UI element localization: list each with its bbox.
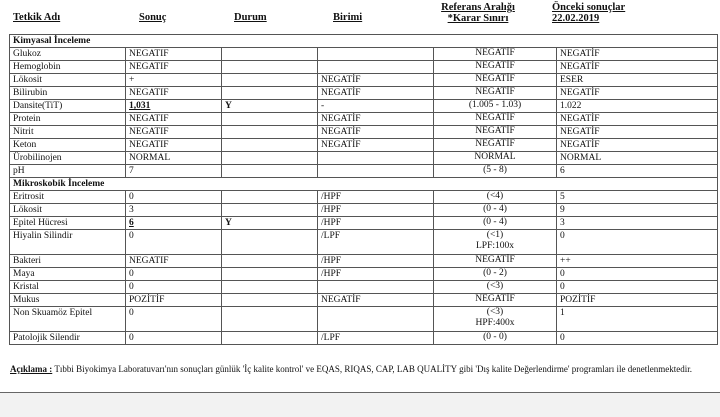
cell-previous: NORMAL (557, 152, 718, 165)
table-row (10, 332, 718, 345)
cell-status (222, 294, 318, 307)
cell-result: NORMAL (126, 152, 222, 165)
cell-unit: - (318, 100, 434, 113)
table-row (10, 139, 718, 152)
cell-test-name: Kristal (10, 281, 126, 294)
cell-result: 0 (126, 268, 222, 281)
reference-value: (<4) (486, 191, 504, 201)
cell-unit: NEGATİF (318, 113, 434, 126)
results-table (9, 34, 718, 345)
cell-result: NEGATIF (126, 139, 222, 152)
reference-magnification: HPF:400x (475, 318, 515, 328)
reference-value: NEGATİF (475, 113, 515, 123)
cell-previous: 9 (557, 204, 718, 217)
cell-result: 0 (126, 281, 222, 294)
cell-reference (434, 307, 557, 332)
cell-result: 1,031 (126, 100, 222, 113)
cell-previous: NEGATİF (557, 87, 718, 100)
cell-unit (318, 152, 434, 165)
cell-result: 6 (126, 217, 222, 230)
cell-unit: /HPF (318, 191, 434, 204)
cell-unit (318, 307, 434, 332)
reference-value: NEGATİF (475, 61, 515, 71)
cell-status (222, 204, 318, 217)
cell-test-name: Epitel Hücresi (10, 217, 126, 230)
table-header (0, 0, 720, 34)
cell-previous: 6 (557, 165, 718, 178)
reference-value: (0 - 0) (483, 332, 507, 342)
section-chemical (10, 35, 718, 48)
cell-result: 7 (126, 165, 222, 178)
cell-test-name: Bilirubin (10, 87, 126, 100)
reference-value: NEGATİF (475, 48, 515, 58)
reference-magnification: LPF:100x (475, 241, 514, 251)
reference-value: (0 - 2) (483, 268, 507, 278)
header-test-name: Tetkik Adı (13, 12, 61, 23)
cell-result: 0 (126, 230, 222, 255)
cell-status (222, 48, 318, 61)
cell-result: NEGATIF (126, 126, 222, 139)
cell-test-name: Maya (10, 268, 126, 281)
cell-reference (434, 87, 557, 100)
table-row (10, 113, 718, 126)
cell-test-name: Lökosit (10, 204, 126, 217)
cell-unit: /HPF (318, 217, 434, 230)
reference-value: NEGATİF (475, 87, 515, 97)
footer-note (10, 364, 718, 375)
header-reference-line1: Referans Aralığı (441, 2, 515, 13)
header-previous-date: 22.02.2019 (552, 13, 600, 24)
section-microscopic (10, 178, 718, 191)
cell-previous: 0 (557, 268, 718, 281)
cell-result: NEGATIF (126, 255, 222, 268)
cell-result: NEGATIF (126, 48, 222, 61)
cell-status (222, 191, 318, 204)
table-row (10, 268, 718, 281)
cell-test-name: Non Skuamöz Epitel (10, 307, 126, 332)
page-bottom-area (0, 393, 720, 417)
cell-status (222, 74, 318, 87)
table-row (10, 74, 718, 87)
cell-test-name: Patolojik Silendir (10, 332, 126, 345)
cell-previous: NEGATİF (557, 113, 718, 126)
cell-unit: /HPF (318, 268, 434, 281)
cell-previous: 0 (557, 332, 718, 345)
cell-unit (318, 281, 434, 294)
cell-previous: ESER (557, 74, 718, 87)
cell-status (222, 113, 318, 126)
reference-value: NEGATİF (475, 255, 515, 265)
cell-result: NEGATIF (126, 61, 222, 74)
cell-reference (434, 217, 557, 230)
cell-previous: NEGATİF (557, 126, 718, 139)
table-row (10, 126, 718, 139)
cell-reference (434, 165, 557, 178)
table-row (10, 165, 718, 178)
cell-test-name: Glukoz (10, 48, 126, 61)
cell-reference (434, 191, 557, 204)
table-row (10, 87, 718, 100)
section-chemical-label: Kimyasal İnceleme (10, 35, 718, 48)
cell-result: 0 (126, 332, 222, 345)
cell-test-name: Hemoglobin (10, 61, 126, 74)
cell-reference (434, 204, 557, 217)
cell-unit (318, 165, 434, 178)
cell-unit: NEGATİF (318, 126, 434, 139)
cell-status (222, 126, 318, 139)
table-row (10, 204, 718, 217)
cell-previous: NEGATİF (557, 139, 718, 152)
footer-label: Açıklama : (10, 364, 53, 374)
cell-status: Y (222, 217, 318, 230)
cell-reference (434, 268, 557, 281)
reference-value: (1.005 - 1.03) (468, 100, 522, 110)
cell-previous: 1 (557, 307, 718, 332)
cell-unit: NEGATİF (318, 87, 434, 100)
cell-test-name: Mukus (10, 294, 126, 307)
reference-value: (<3) (486, 307, 504, 317)
cell-previous: ++ (557, 255, 718, 268)
table-row (10, 61, 718, 74)
cell-reference (434, 294, 557, 307)
table-row (10, 191, 718, 204)
cell-test-name: Dansite(TiT) (10, 100, 126, 113)
table-row (10, 152, 718, 165)
reference-value: NEGATİF (475, 294, 515, 304)
header-status: Durum (234, 12, 267, 23)
header-result: Sonuç (139, 12, 167, 23)
cell-unit: NEGATİF (318, 74, 434, 87)
cell-status: Y (222, 100, 318, 113)
cell-test-name: Ürobilinojen (10, 152, 126, 165)
reference-value: NEGATİF (475, 139, 515, 149)
cell-status (222, 87, 318, 100)
table-row (10, 307, 718, 332)
reference-value: NEGATİF (475, 126, 515, 136)
cell-status (222, 139, 318, 152)
cell-previous: 3 (557, 217, 718, 230)
cell-previous: 0 (557, 281, 718, 294)
header-previous-line1: Önceki sonuçlar (552, 2, 626, 13)
cell-status (222, 230, 318, 255)
cell-reference (434, 255, 557, 268)
reference-value: (<1) (486, 230, 504, 240)
cell-reference (434, 113, 557, 126)
cell-reference (434, 61, 557, 74)
cell-result: + (126, 74, 222, 87)
cell-status (222, 332, 318, 345)
reference-value: (<3) (486, 281, 504, 291)
cell-unit (318, 61, 434, 74)
cell-result: 0 (126, 307, 222, 332)
cell-result: POZİTİF (126, 294, 222, 307)
cell-previous: POZİTİF (557, 294, 718, 307)
reference-value: (5 - 8) (483, 165, 507, 175)
footer-text: Tıbbi Biyokimya Laboratuvarı'nın sonuçları günlük 'İç kalite kontrol' ve EQAS, RIQAS, CAP, LAB QUALİTY gibi 'Dış kalite Değerlendirme' programları ile denetlenmektedir. (54, 364, 692, 374)
table-row (10, 100, 718, 113)
header-previous (552, 2, 625, 24)
table-row (10, 281, 718, 294)
cell-test-name: Nitrit (10, 126, 126, 139)
cell-reference (434, 126, 557, 139)
reference-value: (0 - 4) (483, 217, 507, 227)
table-row (10, 255, 718, 268)
cell-reference (434, 48, 557, 61)
cell-status (222, 281, 318, 294)
cell-unit: NEGATİF (318, 139, 434, 152)
cell-previous: 5 (557, 191, 718, 204)
table-row (10, 48, 718, 61)
cell-unit: NEGATİF (318, 294, 434, 307)
cell-previous: NEGATİF (557, 61, 718, 74)
table-row (10, 294, 718, 307)
cell-result: NEGATIF (126, 87, 222, 100)
reference-value: NORMAL (474, 152, 516, 162)
cell-result: 0 (126, 191, 222, 204)
cell-unit (318, 48, 434, 61)
cell-test-name: Keton (10, 139, 126, 152)
cell-reference (434, 74, 557, 87)
cell-status (222, 165, 318, 178)
cell-unit: /HPF (318, 255, 434, 268)
cell-previous: NEGATİF (557, 48, 718, 61)
cell-status (222, 307, 318, 332)
section-microscopic-label: Mikroskobik İnceleme (10, 178, 718, 191)
header-reference (428, 2, 528, 24)
cell-status (222, 268, 318, 281)
cell-reference (434, 230, 557, 255)
cell-unit: /LPF (318, 230, 434, 255)
reference-value: NEGATİF (475, 74, 515, 84)
cell-status (222, 61, 318, 74)
cell-reference (434, 152, 557, 165)
cell-unit: /LPF (318, 332, 434, 345)
cell-status (222, 255, 318, 268)
cell-test-name: Eritrosit (10, 191, 126, 204)
reference-value: (0 - 4) (483, 204, 507, 214)
header-unit: Birimi (333, 12, 363, 23)
cell-test-name: Lökosit (10, 74, 126, 87)
cell-reference (434, 139, 557, 152)
cell-result: NEGATIF (126, 113, 222, 126)
cell-test-name: Bakteri (10, 255, 126, 268)
cell-test-name: Protein (10, 113, 126, 126)
cell-status (222, 152, 318, 165)
cell-unit: /HPF (318, 204, 434, 217)
cell-previous: 1.022 (557, 100, 718, 113)
cell-test-name: Hiyalin Silindir (10, 230, 126, 255)
header-reference-line2: *Karar Sınırı (447, 13, 509, 24)
cell-result: 3 (126, 204, 222, 217)
cell-reference (434, 332, 557, 345)
cell-test-name: pH (10, 165, 126, 178)
cell-reference (434, 100, 557, 113)
table-row (10, 217, 718, 230)
cell-previous: 0 (557, 230, 718, 255)
cell-reference (434, 281, 557, 294)
table-row (10, 230, 718, 255)
